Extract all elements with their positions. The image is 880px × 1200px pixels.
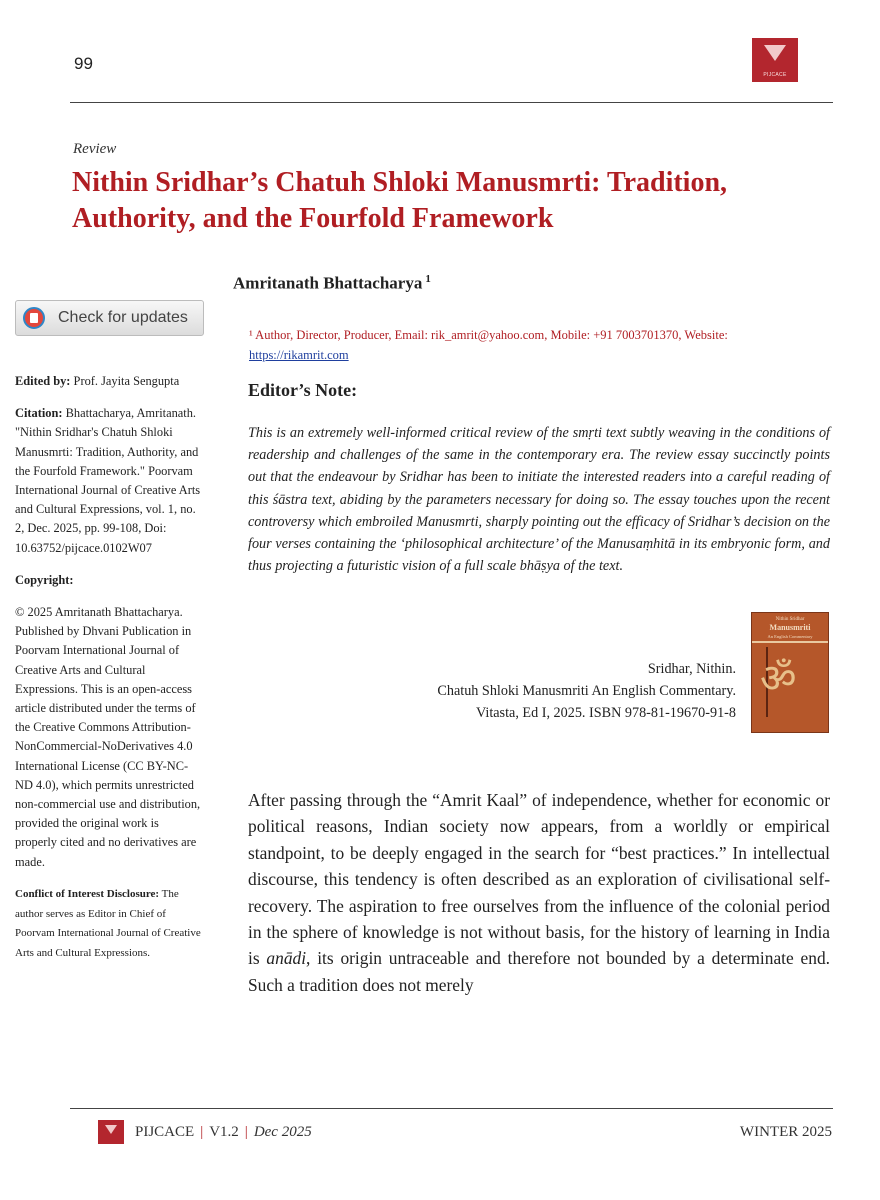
author-line [233,273,431,294]
cover-title: Manusmriti [769,623,811,632]
author-name: Amritanath Bhattacharya [233,273,423,293]
sidebar-metadata [15,372,201,977]
main-body-text [248,787,830,998]
copyright-value: © 2025 Amritanath Bhattacharya. Published by Dhvani Publication in Poorvam International Journal of Creative Arts and Cultural Expressions. This is an open-access article distributed under the terms of the Creative Commons Attribution-NonCommercial-NoDerivatives 4.0 International License (CC BY-NC-ND 4.0), which permits unrestricted non-commercial use and distribution, provided the original work is properly cited and no derivatives are made. [15,605,201,869]
citation-value: Bhattacharya, Amritanath. "Nithin Sridhar's Chatuh Shloki Manusmrti: Tradition, Authority, and the Fourfold Framework." Poorvam International Journal of Creative Arts and Cultural Expressions, vol. 1, no. 2, Dec. 2025, pp. 99-108, Doi: 10.63752/pijcace.0102W07 [15,406,201,555]
footer-volume: V1.2 [209,1124,239,1140]
citation [15,404,201,558]
book-ref-publisher: Vitasta, Ed I, 2025. ISBN 978-81-19670-91-8 [475,705,736,721]
book-reference [340,658,736,724]
logo-label: PIJCACE [763,72,787,78]
article-title: Nithin Sridhar’s Chatuh Shloki Manusmrti: Tradition, Authority, and the Fourfold Framework [72,167,728,234]
copyright-label: Copyright: [15,572,74,587]
coi-label: Conflict of Interest Disclosure: [15,887,160,900]
footer-logo [98,1120,124,1144]
editors-note-heading: Editor’s Note: [248,380,358,400]
footer-rule [70,1108,833,1109]
check-for-updates-label: Check for updates [58,309,188,326]
footer-journal: PIJCACE [135,1124,195,1140]
book-ref-title: Chatuh Shloki Manusmriti An English Commentary. [437,683,736,699]
edited-by [15,372,201,391]
page-number: 99 [74,54,93,73]
article-type: Review [73,141,117,157]
edited-by-label: Edited by: [15,374,71,388]
author-footnote-marker[interactable]: 1 [425,273,431,285]
footnote-text: ¹ Author, Director, Producer, Email: rik_amrit@yahoo.com, Mobile: +91 7003701370, Website: [249,328,728,342]
coi-value: The author serves as Editor in Chief of Poorvam International Journal of Creative Arts and Cultural Expressions. [15,887,201,960]
conflict-of-interest [15,885,201,964]
citation-label: Citation: [15,406,63,421]
editors-note-body: This is an extremely well-informed critical review of the smṛti text subtly weaving in the conditions of readership and challenges of the same in the contemporary era. The review essay succinctly points out that the endeavour by Sridhar has been to initiate the interested readers into a careful reading of this śāstra text, abiding by the parameters necessary for doing so. The essay touches upon the recent controversy which embroiled Manusmrti, sharply pointing out the efficacy of Sridhar’s decision on the four verses containing the ‘philosophical architecture’ of the Manusaṃhitā in its embryonic form, and thus projecting a futuristic vision of a full scale bhāṣya of the text. [248,425,830,575]
edited-by-value: Prof. Jayita Sengupta [73,374,180,388]
footer-season: WINTER 2025 [739,1124,832,1140]
check-for-updates-button[interactable] [15,300,204,336]
cover-band [752,641,828,643]
header-rule [70,102,833,103]
copyright-heading [15,571,201,590]
footer-date: Dec 2025 [253,1124,312,1140]
body-part-1: After passing through the “Amrit Kaal” of independence, whether for economic or political reasons, Indian society now appears, from a worldly or empirical standpoint, to be deeply engaged in the search for “best practices.” In intellectual discourse, this tendency is often described as an exploration of civilisational self-recovery. The aspiration to free ourselves from the influence of the colonial period in the sphere of knowledge is not without basis, for the history of learning in India is [248,790,830,969]
cover-subtitle: An English Commentary [767,634,813,639]
book-cover-image [751,612,829,733]
cover-script-glyph-icon: ॐ [760,656,797,702]
footer-separator-2: | [244,1124,248,1140]
journal-logo [752,38,798,82]
author-website-link[interactable]: https://rikamrit.com [249,348,349,362]
body-italic-term: anādi [266,948,307,969]
body-part-2: , its origin untraceable and therefore not bounded by a determinate end. Such a tradition does not merely [248,948,830,995]
author-footnote [249,325,839,365]
footer-logo-triangle-icon [105,1125,117,1134]
footer-journal-info [135,1124,312,1141]
bookmark-icon [23,307,45,329]
footer-separator: | [200,1124,204,1140]
logo-triangle-icon [764,45,786,61]
cover-author: Nithin Sridhar [775,617,805,622]
book-ref-author: Sridhar, Nithin. [647,661,736,677]
